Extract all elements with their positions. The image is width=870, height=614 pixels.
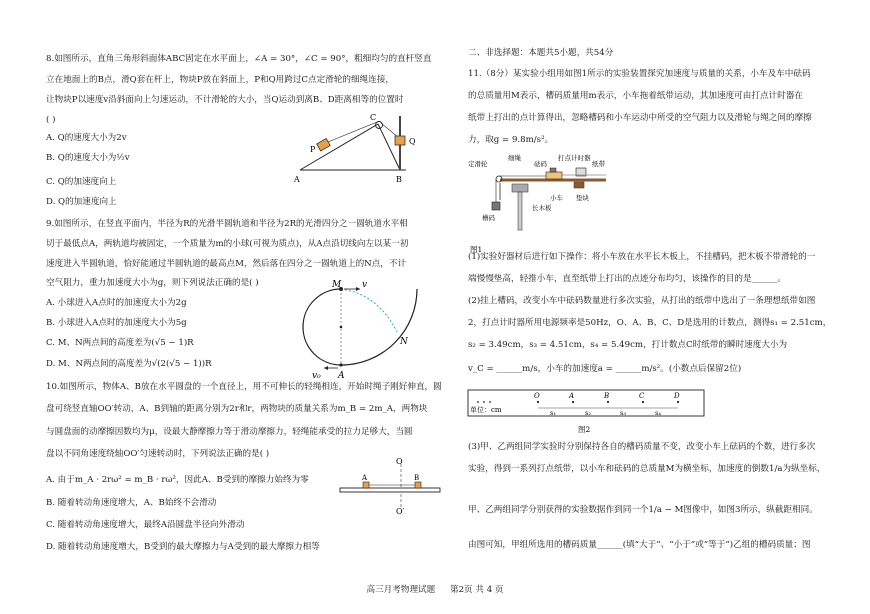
disk xyxy=(340,488,440,492)
q10-line-4: 盘以不同角速度绕轴OO′匀速转动时，下列说法正确的是( ) xyxy=(46,449,270,459)
q11-line-4: 力，取g = 9.8m/s²。 xyxy=(468,135,554,145)
q11-p1-line-2: 端慢慢垫高，轻推小车，直至纸带上打出的点迹分布均匀，该操作的目的是______。 xyxy=(468,274,786,284)
figure-1-caption: 图1 xyxy=(470,245,483,254)
q11-p2-line-4: v_C = ______m/s，小车的加速度a = ______m/s²。(小数点后保留2位) xyxy=(468,364,742,374)
label-v: v xyxy=(362,280,368,290)
q10-option-a: A. 由于m_A · 2rω² = m_B · rω²，因此A、B受到的摩擦力始终为零 xyxy=(46,475,309,485)
point-a xyxy=(339,363,342,366)
section-title: 二、非选择题：本题共5小题，共54分 xyxy=(468,48,614,58)
q8-line-1: 8.如图所示，直角三角形斜面体ABC固定在水平面上，∠A = 30°，∠C = 90°，粗细均匀的直杆竖直 xyxy=(46,54,432,64)
label-a: A xyxy=(362,474,368,482)
block-a xyxy=(363,482,369,488)
q11-p3-line-2: 实验，得到一系列打点纸带，以小车和砝码的总质量M为横坐标，加速度的倒数1/a为纵坐标， xyxy=(468,464,826,474)
label-o-prime: O′ xyxy=(396,507,405,514)
table-leg xyxy=(518,192,522,230)
q9-figure xyxy=(292,272,424,382)
label-b: B xyxy=(414,474,420,482)
label-m: M xyxy=(332,280,342,290)
semicircle-track xyxy=(303,289,341,365)
q11-p3-line-4: 由图可知，甲组所选用的槽码质量______(填“大于”、“小于”或“等于”)乙组的槽码质量；图 xyxy=(468,540,811,550)
q11-line-1: 11.（8分）某实验小组用如图1所示的实验装置探究加速度与质量的关系，小车及车中砝码 xyxy=(468,69,811,79)
label-tape: 纸带 xyxy=(592,160,605,168)
q10-line-1: 10.如图所示，物体A、B放在水平圆盘的一个直径上，用不可伸长的轻绳相连，开始时绳子刚好伸直，圆 xyxy=(46,382,442,392)
label-hook: 槽码 xyxy=(482,214,495,222)
arrowhead-v-icon xyxy=(356,287,360,291)
incline-side xyxy=(378,124,400,170)
q10-figure xyxy=(334,454,446,514)
figure-2-tape xyxy=(466,384,710,438)
q8-line-2: 立在地面上的B点，滑Q套在杆上，物块P放在斜面上，P和Q用跨过C点定滑轮的细绳连接， xyxy=(46,75,394,85)
label-d: D xyxy=(674,392,680,400)
q11-p3-line-3: 甲、乙两组同学分别获得的实验数据作到同一个1/a − M图像中，如图3所示，纵截距相同。 xyxy=(468,505,818,515)
q11-p2-line-2: 2，打点计时器所用电源频率是50Hz，O、A、B、C、D是选用的计数点，测得s₁ = 2.51cm， xyxy=(468,318,832,328)
cart xyxy=(546,172,562,179)
q9-line-4: 空气阻力，重力加速度大小为g，则下列说法正确的是( ) xyxy=(46,278,259,288)
q9-option-c: C. M、N两点间的高度差为(√5 − 1)R xyxy=(46,338,194,348)
unit-label: 单位：cm xyxy=(470,406,502,414)
arrowhead-v0-icon xyxy=(324,366,328,370)
label-c: C xyxy=(370,113,377,122)
q8-option-a: A. Q的速度大小为2v xyxy=(46,133,127,143)
q11-p1-line-1: (1)实验好器材后进行如下操作：将小车放在水平长木板上，不挂槽码，把木板不带滑轮的一 xyxy=(468,252,816,262)
trajectory-path xyxy=(341,289,397,332)
footer-page-number: 第2页 共 4 页 xyxy=(449,585,504,595)
label-s1: s₁ xyxy=(550,409,556,417)
quarter-circle-track xyxy=(341,289,417,365)
label-block: 垫块 xyxy=(576,194,589,202)
label-timer: 打点计时器 xyxy=(558,154,591,162)
q10-option-c: C. 随着转动角速度增大，最终A沿圆盘半径向外滑动 xyxy=(46,520,245,530)
q11-p2-line-1: (2)挂上槽码，改变小车中砝码数量进行多次实验，从打出的纸带中选出了一条理想纸带如图 xyxy=(468,296,816,306)
q8-line-3: 让物块P以速度v沿斜面向上匀速运动，不计滑轮的大小，当Q运动到离B、D距离相等的位置时 xyxy=(46,95,404,105)
table-block xyxy=(512,184,528,192)
q8-figure xyxy=(288,112,428,188)
label-o: O xyxy=(534,392,540,400)
label-o: O xyxy=(396,457,403,466)
wedge-block xyxy=(574,182,584,188)
q10-line-3: 与圆盘面的动摩擦因数均为μ，设最大静摩擦力等于滑动摩擦力，轻绳能承受的拉力足够大，当圆 xyxy=(46,427,413,437)
block-q xyxy=(395,136,405,145)
q11-line-2: 的总质量用M表示，槽码质量用m表示，小车拖着纸带运动，其加速度可由打点计时器在 xyxy=(468,91,803,101)
label-board: 长木板 xyxy=(532,204,552,212)
figure-2-caption: 图2 xyxy=(578,425,591,434)
label-a: A xyxy=(338,371,345,381)
q11-p3-line-1: (3)甲、乙两组同学实验时分别保持各自的槽码质量不变，改变小车上砝码的个数，进行多次 xyxy=(468,442,816,452)
q9-option-a: A. 小球进入A点时的加速度大小为2g xyxy=(46,298,187,308)
q8-option-b: B. Q的速度大小为½v xyxy=(46,153,130,163)
q9-line-3: 速度进入半圆轨道，恰好能通过半圆轨道的最高点M，然后落在四分之一圆轨道上的N点，不计 xyxy=(46,259,407,269)
q8-paren: ( ) xyxy=(46,115,56,125)
cart-weights xyxy=(550,168,556,172)
label-rope: 细绳 xyxy=(508,154,521,162)
q9-line-2: 切于最低点A，两轨道均被固定，一个质量为m的小球(可视为质点)，从A点沿切线向左以某一初 xyxy=(46,239,409,249)
q9-option-d: D. M、N两点间的高度差为√(2(√5 − 1))R xyxy=(46,359,212,369)
label-s2: s₂ xyxy=(585,409,591,417)
block-p xyxy=(317,139,331,151)
figure-1-apparatus xyxy=(466,152,616,256)
label-pulley: 定滑轮 xyxy=(468,160,488,168)
q10-option-b: B. 随着转动角速度增大，A、B始终不会滑动 xyxy=(46,498,217,508)
q11-line-3: 纸带上打出的点计算得出，忽略槽码和小车运动中所受的空气阻力以及滑轮与绳之间的摩擦 xyxy=(468,113,812,123)
block-b xyxy=(415,482,421,488)
q11-p2-line-3: s₂ = 3.49cm，s₃ = 4.51cm，s₄ = 5.49cm，打计数点C时纸带的瞬时速度大小为 xyxy=(468,340,788,350)
label-c: C xyxy=(639,392,645,400)
label-p: P xyxy=(310,145,316,154)
label-n: N xyxy=(400,337,408,347)
q9-line-1: 9.如图所示，在竖直平面内，半径为R的光滑半圆轨道和半径为2R的光滑四分之一圆轨道水平相 xyxy=(46,219,408,229)
label-s4: s₄ xyxy=(655,409,661,417)
q10-line-2: 盘可绕竖直轴OO′转动，A、B到轴的距离分别为2r和r，两物块的质量关系为m_B = 2m_A，两物块 xyxy=(46,404,428,414)
label-b: B xyxy=(396,175,402,184)
footer-title: 高三月考物理试题 xyxy=(366,585,436,595)
q8-option-c: C. Q的加速度向上 xyxy=(46,177,117,187)
label-weights: 砝码 xyxy=(534,160,547,168)
hook-weight xyxy=(492,202,500,210)
center-dot xyxy=(340,326,343,329)
label-s3: s₃ xyxy=(620,409,626,417)
label-v0: v₀ xyxy=(312,371,321,381)
q8-option-d: D. Q的加速度向上 xyxy=(46,197,117,207)
q9-option-b: B. 小球进入A点时的加速度大小为5g xyxy=(46,318,187,328)
q10-option-d: D. 随着转动角速度增大，B受到的最大摩擦力与A受到的最大摩擦力相等 xyxy=(46,542,320,552)
label-b: B xyxy=(604,392,610,400)
label-q: Q xyxy=(409,137,416,146)
label-a: A xyxy=(294,175,300,184)
page-footer xyxy=(0,583,870,595)
label-a: A xyxy=(569,392,575,400)
label-car: 小车 xyxy=(550,194,563,202)
